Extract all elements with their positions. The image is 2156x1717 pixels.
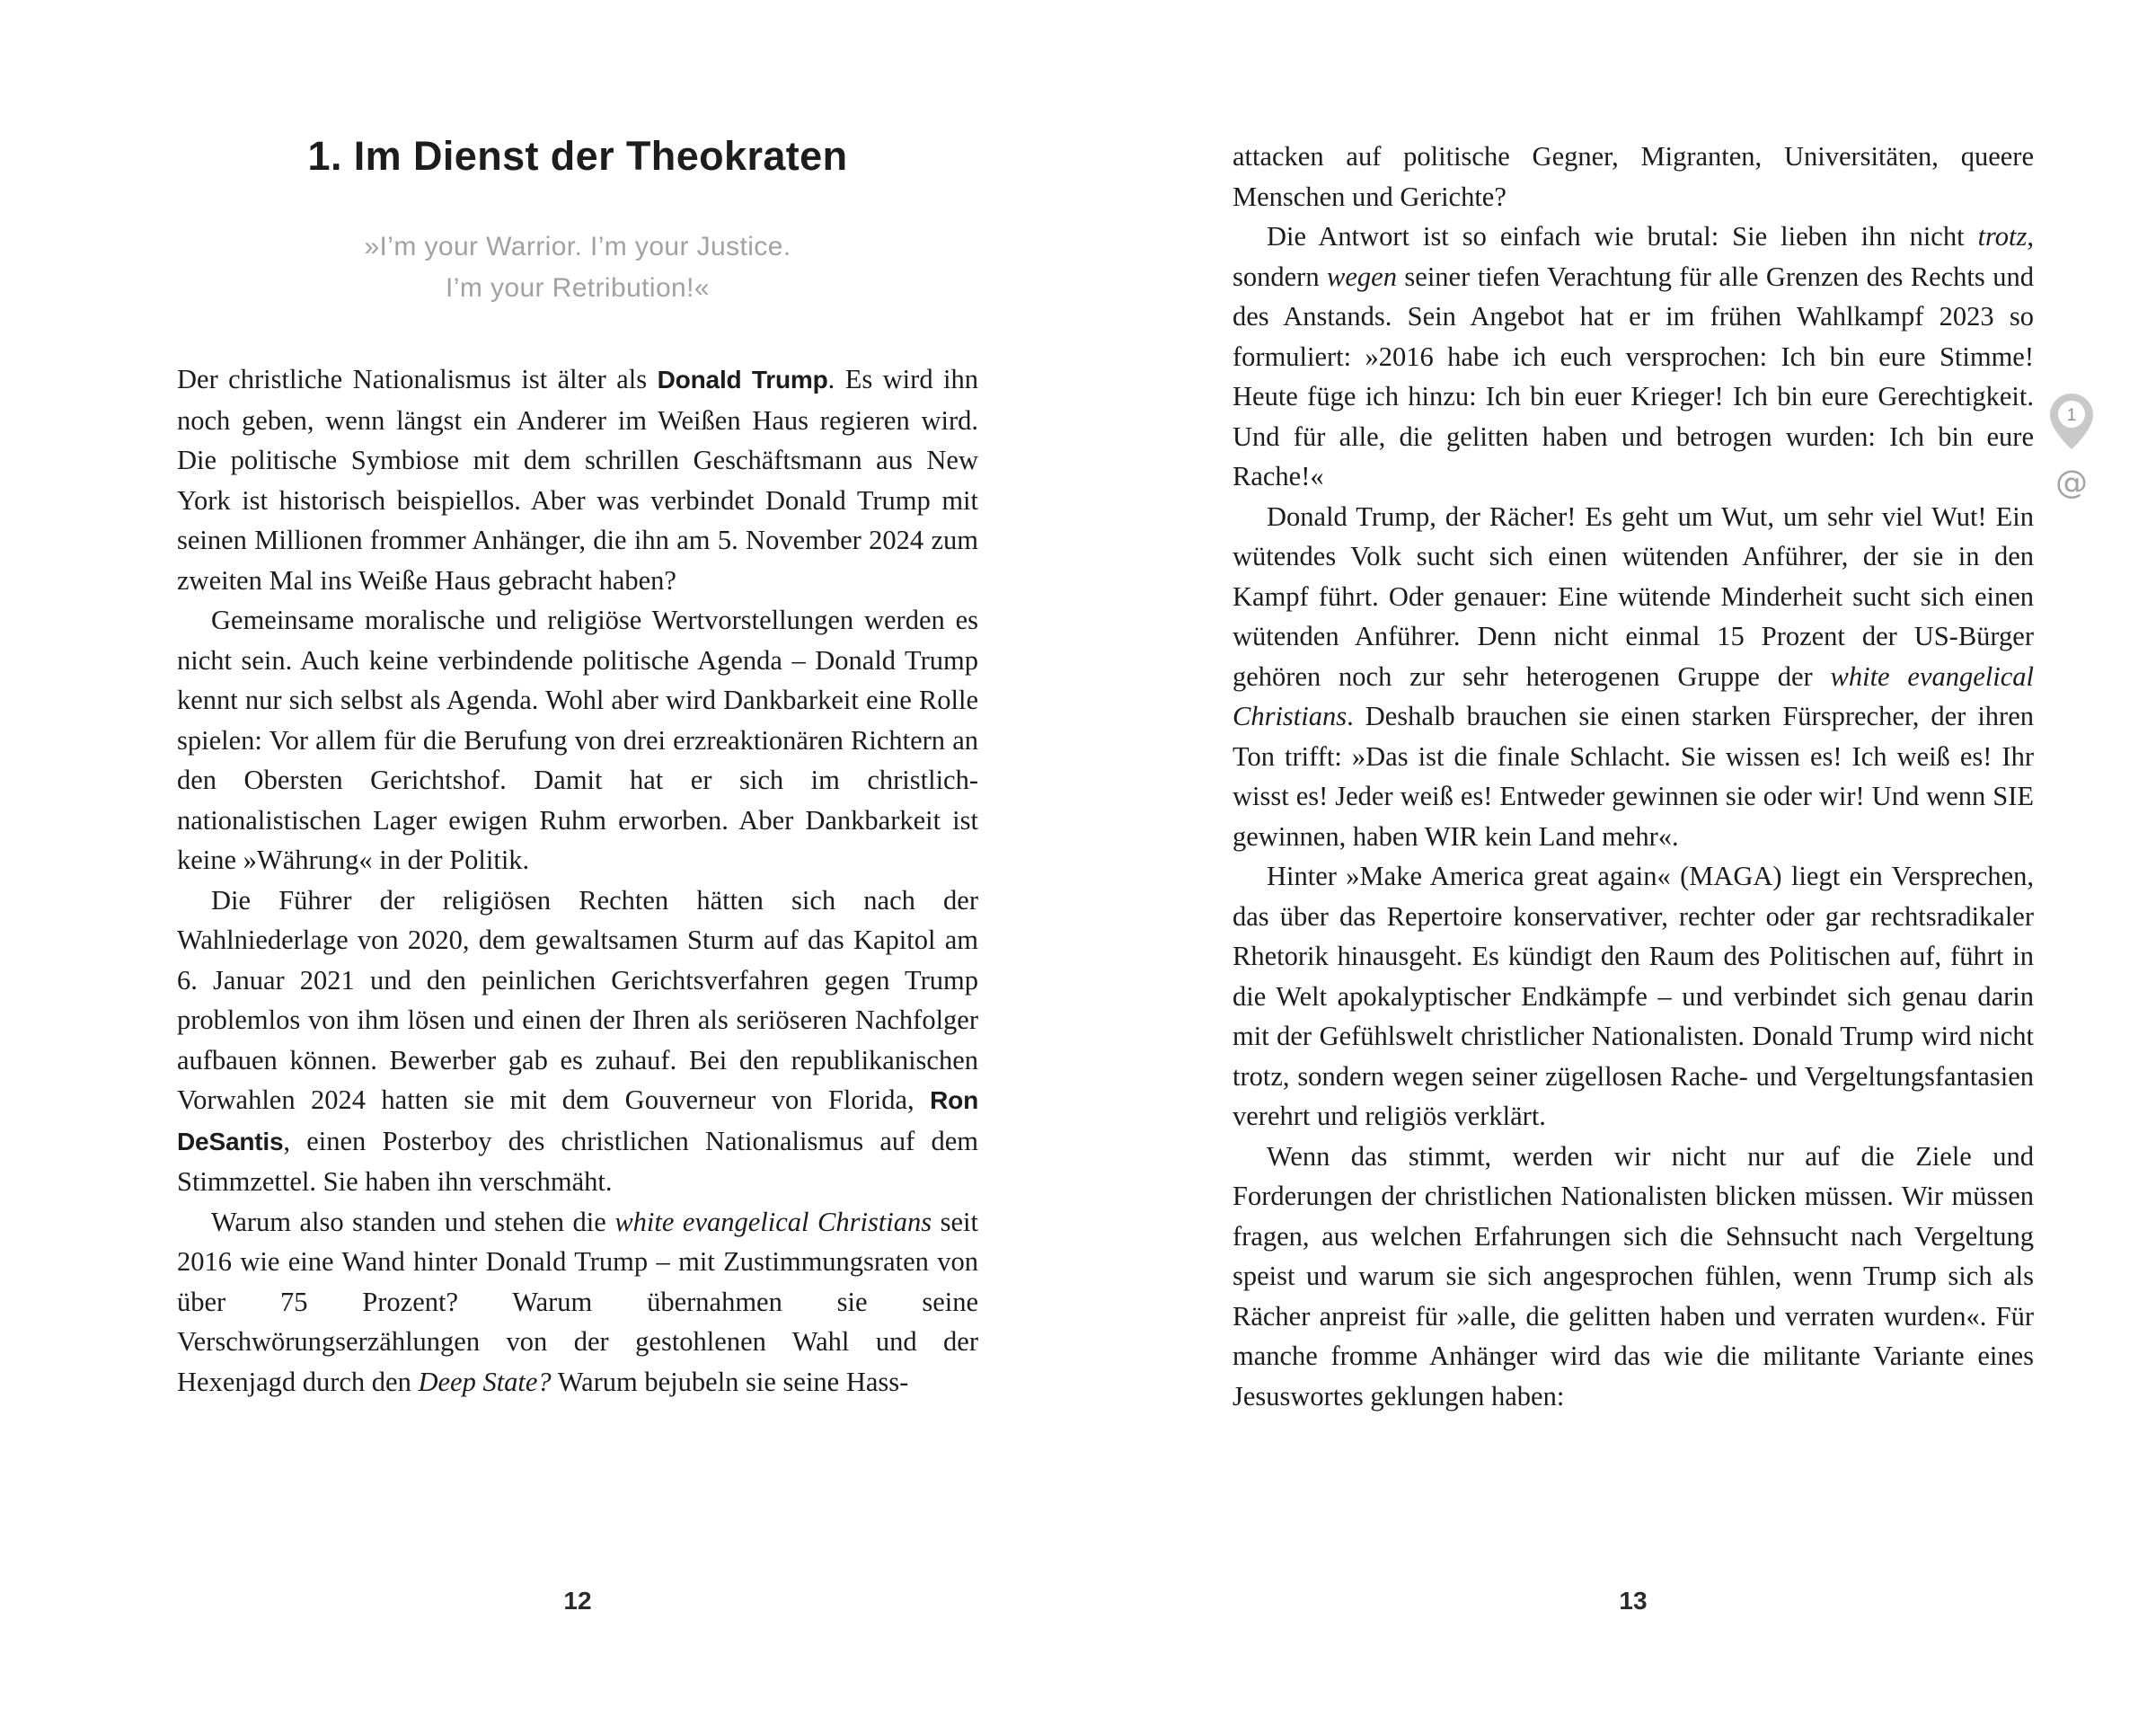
body-paragraph bbox=[1233, 856, 2034, 1137]
epigraph-line-2: I’m your Retribution!« bbox=[446, 273, 710, 303]
at-symbol-icon[interactable]: @ bbox=[2055, 465, 2088, 501]
text-run: . Es wird ihn noch geben, wenn längst ein Anderer im Weißen Haus regieren wird. Die politische Symbiose mit dem schrillen Geschäftsmann aus New York ist historisch beispiellos. Aber was verbindet Donald Trump mit seinen Millionen frommer Anhänger, die ihn am 5. November 2024 zum zweiten Mal ins Weiße Haus gebracht haben? bbox=[177, 364, 979, 596]
text-run: seiner tiefen Verachtung für alle Grenzen des Rechts und des Anstands. Sein Angebot hat er im frühen Wahlkampf 2023 so formuliert: »2016 habe ich euch versprochen: Ich bin eure Stimme! Heute füge ich hinzu: Ich bin euer Krieger! Ich bin eure Gerechtigkeit. Und für alle, die gelitten haben und betrogen wurden: Ich bin eure Rache!« bbox=[1233, 261, 2034, 491]
reader-side-widgets bbox=[2050, 394, 2097, 500]
text-run: Warum bejubeln sie seine Hass- bbox=[551, 1366, 909, 1397]
right-page-body bbox=[1233, 137, 2034, 1416]
left-page-body bbox=[177, 359, 978, 1402]
text-run: , einen Posterboy des christlichen Nationalismus auf dem Stimmzettel. Sie haben ihn verschmäht. bbox=[177, 1125, 978, 1197]
page-indicator-pin[interactable] bbox=[2050, 394, 2093, 449]
emphasized-text: white evangelical Christians bbox=[614, 1206, 932, 1237]
body-paragraph bbox=[1233, 497, 2034, 857]
text-run: . Deshalb brauchen sie einen starken Fürsprecher, der ihren Ton trifft: »Das ist die finale Schlacht. Sie wissen es! Ich weiß es! Ihr wisst es! Jeder weiß es! Entweder gewinnen sie oder wir! Und wenn SIE gewinnen, haben WIR kein Land mehr«. bbox=[1233, 701, 2034, 852]
emphasized-text: trotz bbox=[1977, 221, 2028, 252]
emphasized-text: Donald Trump bbox=[657, 366, 828, 394]
text-run: Die Führer der religiösen Rechten hätten sich nach der Wahlniederlage von 2020, dem gewaltsamen Sturm auf das Kapitol am 6. Januar 2021 und den peinlichen Gerichtsverfahren gegen Trump problemlos von ihm lösen und einen der Ihren als seriöseren Nachfolger aufbauen können. Bewerber gab es zuhauf. Bei den republikanischen Vorwahlen 2024 hatten sie mit dem Gouverneur von Florida, bbox=[177, 884, 978, 1115]
text-run: , sondern bbox=[1233, 221, 2034, 292]
text-run: attacken auf politische Gegner, Migranten, Universitäten, queere Menschen und Gerichte? bbox=[1233, 141, 2034, 212]
text-run: Warum also standen und stehen die bbox=[211, 1206, 615, 1237]
emphasized-text: wegen bbox=[1327, 261, 1397, 292]
location-pin-icon bbox=[2050, 394, 2093, 449]
page-right bbox=[1233, 0, 2034, 1717]
emphasized-text: Deep State? bbox=[418, 1366, 552, 1397]
body-paragraph bbox=[177, 359, 978, 600]
text-run: Hinter »Make America great again« (MAGA) liegt ein Versprechen, das über das Repertoire konservativer, rechter oder gar rechtsradikaler Rhetorik hinausgeht. Es kündigt den Raum des Politischen auf, führt in die Welt apokalyptischer Endkämpfe – und verbindet sich genau darin mit der Gefühlswelt christlicher Nationalisten. Donald Trump wird nicht trotz, sondern wegen seiner zügellosen Rache- und Vergeltungsfantasien verehrt und religiös verklärt. bbox=[1233, 861, 2034, 1131]
epigraph-line-1: »I’m your Warrior. I’m your Justice. bbox=[364, 232, 791, 261]
text-run: Der christliche Nationalismus ist älter als bbox=[177, 364, 658, 394]
text-run: Wenn das stimmt, werden wir nicht nur auf die Ziele und Forderungen der christlichen Nationalisten blicken müssen. Wir müssen fragen, aus welchen Erfahrungen sich die Sehnsucht nach Vergeltung speist und warum sie sich angesprochen fühlen, wenn Trump sich als Rächer anpreist für »alle, die gelitten haben und verraten wurden«. Für manche fromme Anhänger wird das wie die militante Variante eines Jesuswortes geklungen haben: bbox=[1233, 1140, 2034, 1412]
emphasized-text: white evangelical Christians bbox=[1233, 660, 2034, 731]
page-number-left: 12 bbox=[563, 1587, 592, 1615]
body-paragraph bbox=[177, 600, 978, 881]
emphasized-text: Ron DeSantis bbox=[177, 1086, 978, 1155]
body-paragraph bbox=[177, 881, 978, 1202]
page-number-right: 13 bbox=[1619, 1587, 1648, 1615]
text-run: seit 2016 wie eine Wand hinter Donald Trump – mit Zustimmungsraten von über 75 Prozent? Warum übernahmen sie seine Verschwörungserzählungen von der gestohlenen Wahl und der Hexenjagd durch den bbox=[177, 1206, 978, 1397]
chapter-title: 1. Im Dienst der Theokraten bbox=[307, 133, 848, 179]
pin-number-label: 1 bbox=[2066, 406, 2077, 425]
text-run: Gemeinsame moralische und religiöse Wertvorstellungen werden es nicht sein. Auch keine verbindende politische Agenda – Donald Trump kennt nur sich selbst als Agenda. Wohl aber wird Dankbarkeit eine Rolle spielen: Vor allem für die Berufung von drei erzreaktionären Richtern an den Obersten Gerichtshof. Damit hat er sich im christlich-nationalistischen Lager ewigen Ruhm erworben. Aber Dankbarkeit ist keine »Währung« in der Politik. bbox=[177, 605, 978, 875]
text-run: Die Antwort ist so einfach wie brutal: Sie lieben ihn nicht bbox=[1267, 221, 1978, 252]
page-left bbox=[177, 0, 978, 1717]
body-paragraph bbox=[1233, 137, 2034, 217]
body-paragraph bbox=[1233, 217, 2034, 497]
epigraph bbox=[177, 226, 978, 309]
body-paragraph bbox=[1233, 1137, 2034, 1417]
body-paragraph bbox=[177, 1202, 978, 1403]
text-run: Donald Trump, der Rächer! Es geht um Wut, um sehr viel Wut! Ein wütendes Volk sucht sich einen wütenden Anführer, der sie in den Kampf führt. Oder genauer: Eine wütende Minderheit sucht sich einen wütenden Anführer. Denn nicht einmal 15 Prozent der US-Bürger gehören noch zur sehr heterogenen Gruppe der bbox=[1233, 500, 2034, 692]
